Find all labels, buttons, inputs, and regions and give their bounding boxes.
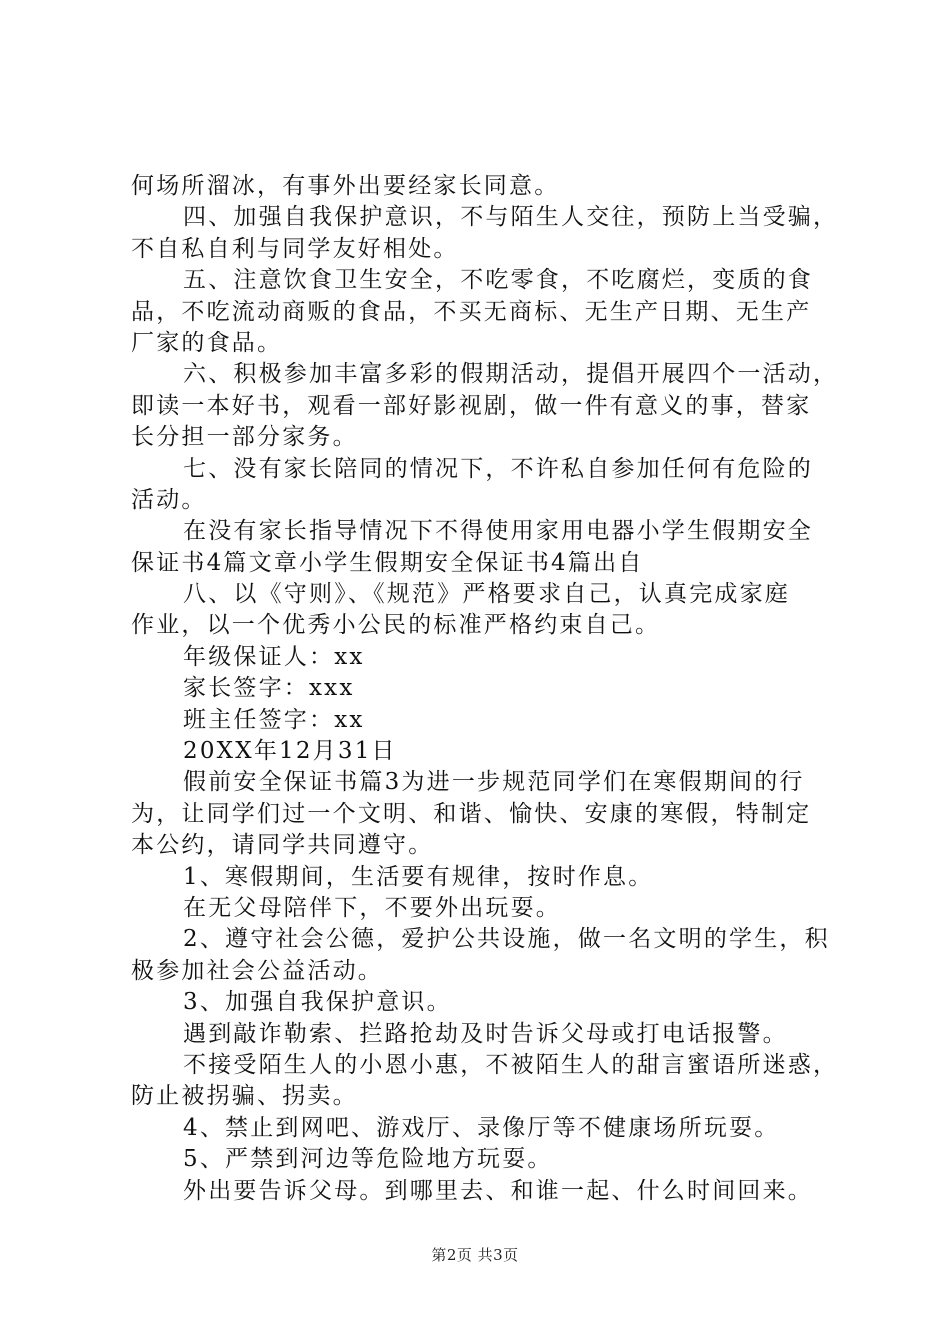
text-line: 防止被拐骗、拐卖。: [131, 1083, 358, 1110]
text-line: 厂家的食品。: [131, 329, 283, 356]
text-line: 1、寒假期间，生活要有规律，按时作息。: [183, 863, 654, 890]
text-line: 5、严禁到河边等危险地方玩耍。: [183, 1146, 553, 1173]
text-line: 保证书4篇文章小学生假期安全保证书4篇出自: [131, 549, 644, 576]
text-line: 在无父母陪伴下，不要外出玩耍。: [183, 894, 561, 921]
text-line: 不接受陌生人的小恩小惠，不被陌生人的甜言蜜语所迷惑，: [183, 1051, 839, 1078]
text-line: 七、没有家长陪同的情况下，不许私自参加任何有危险的: [183, 455, 813, 482]
text-line: 作业，以一个优秀小公民的标准严格约束自己。: [131, 612, 661, 639]
text-line: 20XX年12月31日: [183, 738, 397, 765]
text-line: 2、遵守社会公德，爱护公共设施，做一名文明的学生，积: [183, 926, 830, 953]
text-line: 五、注意饮食卫生安全，不吃零食，不吃腐烂，变质的食: [183, 267, 813, 294]
text-line: 3、加强自我保护意识。: [183, 989, 452, 1016]
text-line: 长分担一部分家务。: [131, 424, 358, 451]
text-line: 六、积极参加丰富多彩的假期活动，提倡开展四个一活动，: [183, 361, 839, 388]
text-line: 年级保证人：xx: [183, 643, 365, 670]
text-line: 本公约，请同学共同遵守。: [131, 832, 434, 859]
text-line: 八、以《守则》、《规范》严格要求自己，认真完成家庭: [183, 581, 790, 608]
text-line: 不自私自利与同学友好相处。: [131, 235, 459, 262]
text-line: 为，让同学们过一个文明、和谐、愉快、安康的寒假，特制定: [131, 800, 812, 827]
page-footer: 第2页 共3页: [431, 1246, 519, 1264]
document-body: [131, 171, 837, 1207]
text-line: 四、加强自我保护意识，不与陌生人交往，预防上当受骗，: [183, 204, 839, 231]
text-line: 极参加社会公益活动。: [131, 957, 383, 984]
text-line: 活动。: [131, 486, 207, 513]
text-line: 品，不吃流动商贩的食品，不买无商标、无生产日期、无生产: [131, 298, 812, 325]
text-line: 班主任签字：xx: [183, 706, 365, 733]
text-line: 在没有家长指导情况下不得使用家用电器小学生假期安全: [183, 518, 813, 545]
text-line: 何场所溜冰，有事外出要经家长同意。: [131, 173, 560, 199]
text-line: 遇到敲诈勒索、拦路抢劫及时告诉父母或打电话报警。: [183, 1020, 788, 1047]
text-line: 家长签字：xxx: [183, 675, 355, 702]
text-line: 假前安全保证书篇3为进一步规范同学们在寒假期间的行: [183, 769, 805, 796]
text-line: 外出要告诉父母。到哪里去、和谁一起、什么时间回来。: [183, 1177, 813, 1204]
text-line: 4、禁止到网吧、游戏厅、录像厅等不健康场所玩耍。: [183, 1114, 780, 1141]
text-line: 即读一本好书，观看一部好影视剧，做一件有意义的事，替家: [131, 392, 812, 419]
